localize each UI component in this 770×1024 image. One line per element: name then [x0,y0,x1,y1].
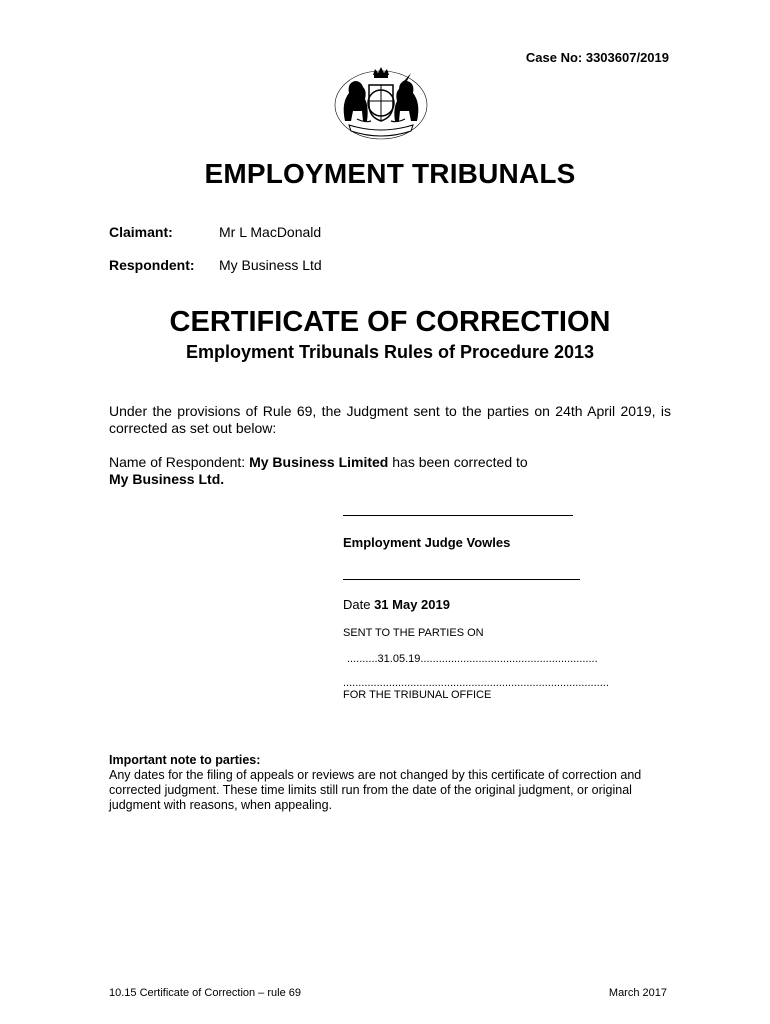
case-number: Case No: 3303607/2019 [525,50,669,65]
claimant-value: Mr L MacDonald [219,224,322,240]
royal-coat-of-arms-icon [331,63,431,143]
date-value: 31 May 2019 [374,597,450,612]
correction-middle: has been corrected to [388,454,528,470]
note-heading: Important note to parties: [109,753,261,767]
sent-date: ..........31.05.19.......................................................... [347,653,598,665]
certificate-title: CERTIFICATE OF CORRECTION [169,306,611,338]
office-dots: ....................................................................................... [343,677,609,689]
signature-line [343,515,573,516]
respondent-value: My Business Ltd [219,257,322,273]
certificate-subtitle: Employment Tribunals Rules of Procedure 2013 [185,342,595,362]
respondent-row [109,257,322,273]
date-line [343,579,580,580]
note-text: Any dates for the filing of appeals or reviews are not changed by this certificate of correction and corrected judgment. These time limits still run from the date of the original judgment, or original judgment with reasons, when appealing. [109,768,642,812]
claimant-label: Claimant: [109,224,173,240]
respondent-label: Respondent: [109,257,195,273]
tribunal-office-label: FOR THE TRIBUNAL OFFICE [343,689,492,701]
footer-form-reference: 10.15 Certificate of Correction – rule 69 [109,987,301,999]
sent-to-parties-label: SENT TO THE PARTIES ON [343,627,484,639]
important-note [109,753,679,813]
correction-prefix: Name of Respondent: [109,454,250,470]
correction-old-name: My Business Limited [249,454,389,470]
signature-date [343,597,450,612]
judge-name: Employment Judge Vowles [343,535,511,550]
footer-date: March 2017 [608,987,667,999]
correction-new-name: My Business Ltd. [109,471,225,487]
page-title: EMPLOYMENT TRIBUNALS [204,158,576,189]
provision-paragraph: Under the provisions of Rule 69, the Judgment sent to the parties on 24th April 2019, is corrected as set out below: [109,403,671,436]
claimant-row [109,224,321,240]
correction-paragraph [109,454,671,488]
date-label: Date [343,597,375,612]
